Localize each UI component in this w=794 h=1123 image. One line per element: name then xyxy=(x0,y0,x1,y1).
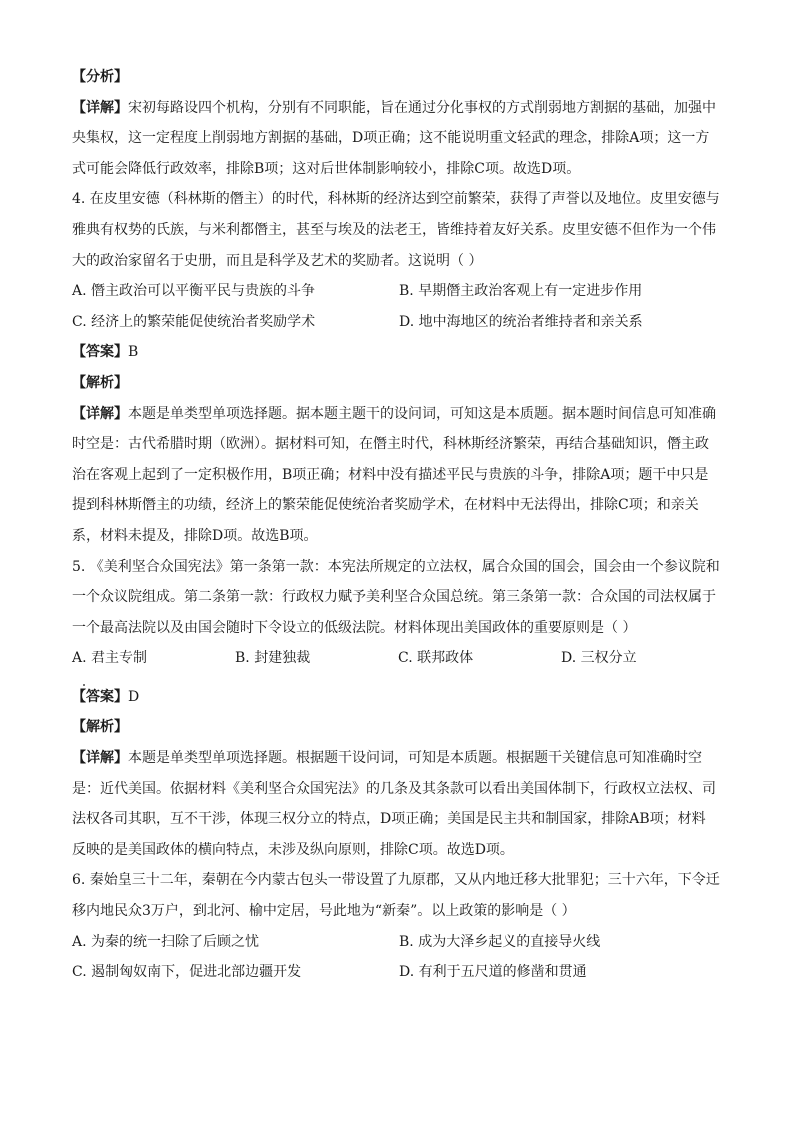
q5-stem-line-3: 一个最高法院以及由国会随时下令设立的低级法院。材料体现出美国政体的重要原则是（ ） xyxy=(72,619,637,636)
q4-detail-line-5: 系，材料未提及，排除D项。故选B项。 xyxy=(72,527,318,544)
q4-option-c: C. 经济上的繁荣能促使统治者奖励学术 xyxy=(72,313,316,330)
q4-analysis-heading: 【解析】 xyxy=(72,374,128,391)
q6-stem-line-1: 6. 秦始皇三十二年，秦朝在今内蒙古包头一带设置了九原郡，又从内地迁移大批罪犯；三十六年，下令迁 xyxy=(72,872,720,889)
q5-detail-line-4: 反映的是美国政体的横向特点，未涉及纵向原则，排除C项。故选D项。 xyxy=(72,841,514,858)
q5-analysis-heading: 【解析】 xyxy=(72,719,128,736)
stray-mark xyxy=(83,684,85,686)
q6-option-b: B. 成为大泽乡起义的直接导火线 xyxy=(399,933,601,950)
detail-text: 宋初每路设四个机构，分别有不同职能，旨在通过分化事权的方式削弱地方割据的基础，加强中 xyxy=(128,99,716,116)
q4-detail-line-1 xyxy=(72,399,727,430)
answer-tag: 【答案】 xyxy=(72,688,128,705)
q5-answer xyxy=(72,682,727,713)
q6-options-row-1 xyxy=(72,927,727,958)
analysis-heading: 【分析】 xyxy=(72,69,128,85)
q4-answer xyxy=(72,337,727,368)
q5-stem-line-1: 5. 《美利坚合众国宪法》第一条第一款：本宪法所规定的立法权，属合众国的国会，国会由一个参议院和 xyxy=(72,558,720,575)
q5-stem-line-2: 一个众议院组成。第二条第一款：行政权力赋予美利坚合众国总统。第三条第一款：合众国的司法权属于 xyxy=(72,589,716,606)
q4-detail-line-4: 提到科林斯僭主的功绩，经济上的繁荣能促使统治者奖励学术，在材料中无法得出，排除C项；和亲关 xyxy=(72,497,699,514)
q4-stem-line-3: 大的政治家留名于史册，而且是科学及艺术的奖励者。这说明（ ） xyxy=(72,252,483,269)
q3-detail-line-2: 央集权，这一定程度上削弱地方割据的基础，D项正确；这不能说明重文轻武的理念，排除A项；这一方 xyxy=(72,130,710,147)
q3-detail-line-3: 式可能会降低行政效率，排除B项；这对后世体制影响较小，排除C项。故选D项。 xyxy=(72,160,581,177)
detail-tag: 【详解】 xyxy=(72,750,128,767)
q4-stem-line-1: 4. 在皮里安德（科林斯的僭主）的时代，科林斯的经济达到空前繁荣，获得了声誉以及地位。皮里安德与 xyxy=(72,191,720,208)
q5-options-row xyxy=(72,643,727,674)
q4-detail-line-2: 时空是：古代希腊时期（欧洲）。据材料可知，在僭主时代，科林斯经济繁荣，再结合基础知识，僭主政 xyxy=(72,436,709,453)
q6-option-c: C. 遏制匈奴南下，促进北部边疆开发 xyxy=(72,964,302,981)
q5-option-c: C. 联邦政体 xyxy=(398,650,474,667)
q4-options-row-1 xyxy=(72,276,727,307)
document-page xyxy=(72,62,727,988)
q6-option-a: A. 为秦的统一扫除了后顾之忧 xyxy=(72,933,260,950)
detail-tag: 【详解】 xyxy=(72,99,128,116)
detail-text: 本题是单类型单项选择题。根据题干设问词，可知是本质题。根据题干关键信息可知准确时空 xyxy=(128,750,702,767)
q4-options-row-2 xyxy=(72,307,727,338)
q5-option-a: A. 君主专制 xyxy=(72,650,148,667)
q5-detail-line-3: 法权各司其职，互不干涉，体现三权分立的特点，D项正确；美国是民主共和制国家，排除AB项；材料 xyxy=(72,811,706,828)
q6-option-d: D. 有利于五尺道的修凿和贯通 xyxy=(399,964,587,981)
answer-value: D xyxy=(128,688,140,705)
q4-option-b: B. 早期僭主政治客观上有一定进步作用 xyxy=(399,283,643,300)
q5-detail-line-2: 是：近代美国。依据材料《美利坚合众国宪法》的几条及其条款可以看出美国体制下，行政权立法权、司 xyxy=(72,780,716,797)
q4-option-d: D. 地中海地区的统治者维持者和亲关系 xyxy=(399,313,643,330)
q4-stem-line-2: 雅典有权势的氏族，与米利都僭主，甚至与埃及的法老王，皆维持着友好关系。皮里安德不但作为一个伟 xyxy=(72,221,716,238)
q4-detail-line-3: 治在客观上起到了一定积极作用，B项正确；材料中没有描述平民与贵族的斗争，排除A项；题干中只是 xyxy=(72,466,709,483)
detail-text: 本题是单类型单项选择题。据本题主题干的设问词，可知这是本质题。据本题时间信息可知准确 xyxy=(128,405,716,422)
answer-tag: 【答案】 xyxy=(72,344,128,361)
q3-detail-line-1 xyxy=(72,93,727,124)
q4-option-a: A. 僭主政治可以平衡平民与贵族的斗争 xyxy=(72,283,316,300)
q6-stem-line-2: 移内地民众3万户，到北河、榆中定居，号此地为“新秦”。以上政策的影响是（ ） xyxy=(72,903,576,920)
q5-detail-line-1 xyxy=(72,743,727,774)
q6-options-row-2 xyxy=(72,957,727,988)
detail-tag: 【详解】 xyxy=(72,405,128,422)
q5-option-b: B. 封建独裁 xyxy=(235,650,311,667)
answer-value: B xyxy=(128,344,139,361)
q5-option-d: D. 三权分立 xyxy=(561,650,637,667)
